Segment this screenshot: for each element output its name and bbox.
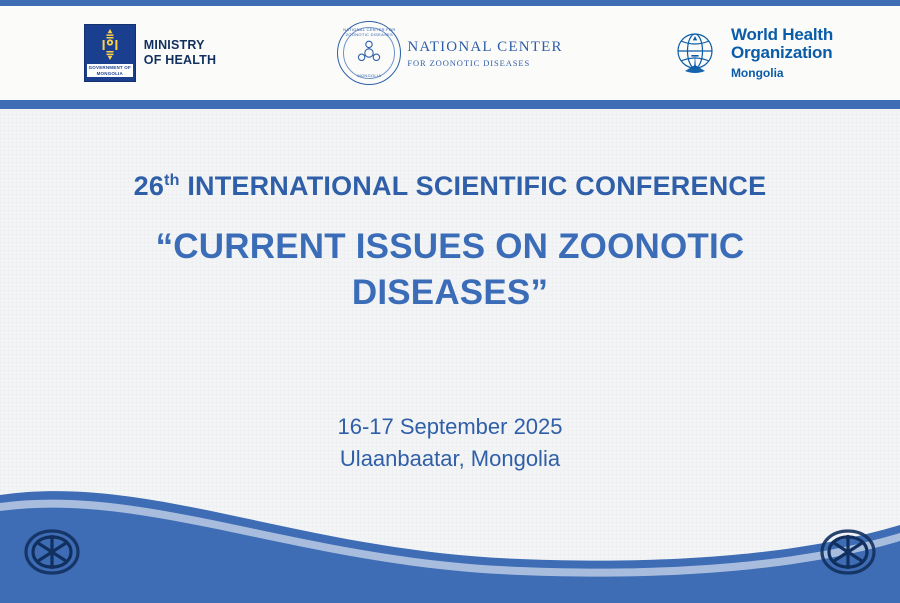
ncz-title-line2: FOR ZOONOTIC DISEASES xyxy=(407,57,531,68)
slide-body xyxy=(0,109,900,603)
ncz-seal-bottom-text: MONGOLIA xyxy=(357,73,382,78)
title-block xyxy=(0,171,900,316)
header-divider-bar xyxy=(0,100,900,109)
ncz-title-line1: NATIONAL CENTER xyxy=(407,38,563,55)
logo-ministry-of-health xyxy=(0,24,300,82)
ncz-seal-icon xyxy=(337,21,401,85)
emblem-government-label-line2: MONGOLIA xyxy=(96,70,123,76)
conference-number-suffix: th xyxy=(164,172,180,189)
conference-heading xyxy=(0,171,900,202)
ministry-label-line1: MINISTRY xyxy=(143,38,205,52)
conference-heading-text: INTERNATIONAL SCIENTIFIC CONFERENCE xyxy=(187,171,767,201)
conference-number: 26 xyxy=(133,171,165,201)
who-label-line1: World Health xyxy=(730,25,834,44)
who-label-line2: Organization xyxy=(730,43,833,62)
conference-location: Ulaanbaatar, Mongolia xyxy=(339,446,561,471)
bottom-wave-decoration xyxy=(0,433,900,603)
mongolian-knot-ornament-right-icon xyxy=(812,523,884,581)
mongolia-state-emblem-icon xyxy=(84,24,136,82)
logo-national-center-zoonotic-diseases xyxy=(300,21,600,85)
conference-theme: “CURRENT ISSUES ON ZOONOTIC DISEASES” xyxy=(155,227,745,312)
mongolian-knot-ornament-left-icon xyxy=(16,523,88,581)
logo-world-health-organization xyxy=(600,25,900,81)
ncz-title-text xyxy=(407,39,562,68)
conference-date: 16-17 September 2025 xyxy=(337,414,563,439)
ncz-seal-top-text: NATIONAL CENTER FOR ZOONOTIC DISEASES xyxy=(343,27,396,37)
who-country-label: Mongolia xyxy=(730,66,784,80)
ministry-label-line2: OF HEALTH xyxy=(143,53,217,67)
who-emblem-icon xyxy=(667,25,723,81)
who-text xyxy=(731,26,833,80)
ministry-of-health-text xyxy=(144,38,216,68)
logo-header xyxy=(0,6,900,100)
emblem-government-label-line1: GOVERNMENT OF xyxy=(88,65,131,70)
